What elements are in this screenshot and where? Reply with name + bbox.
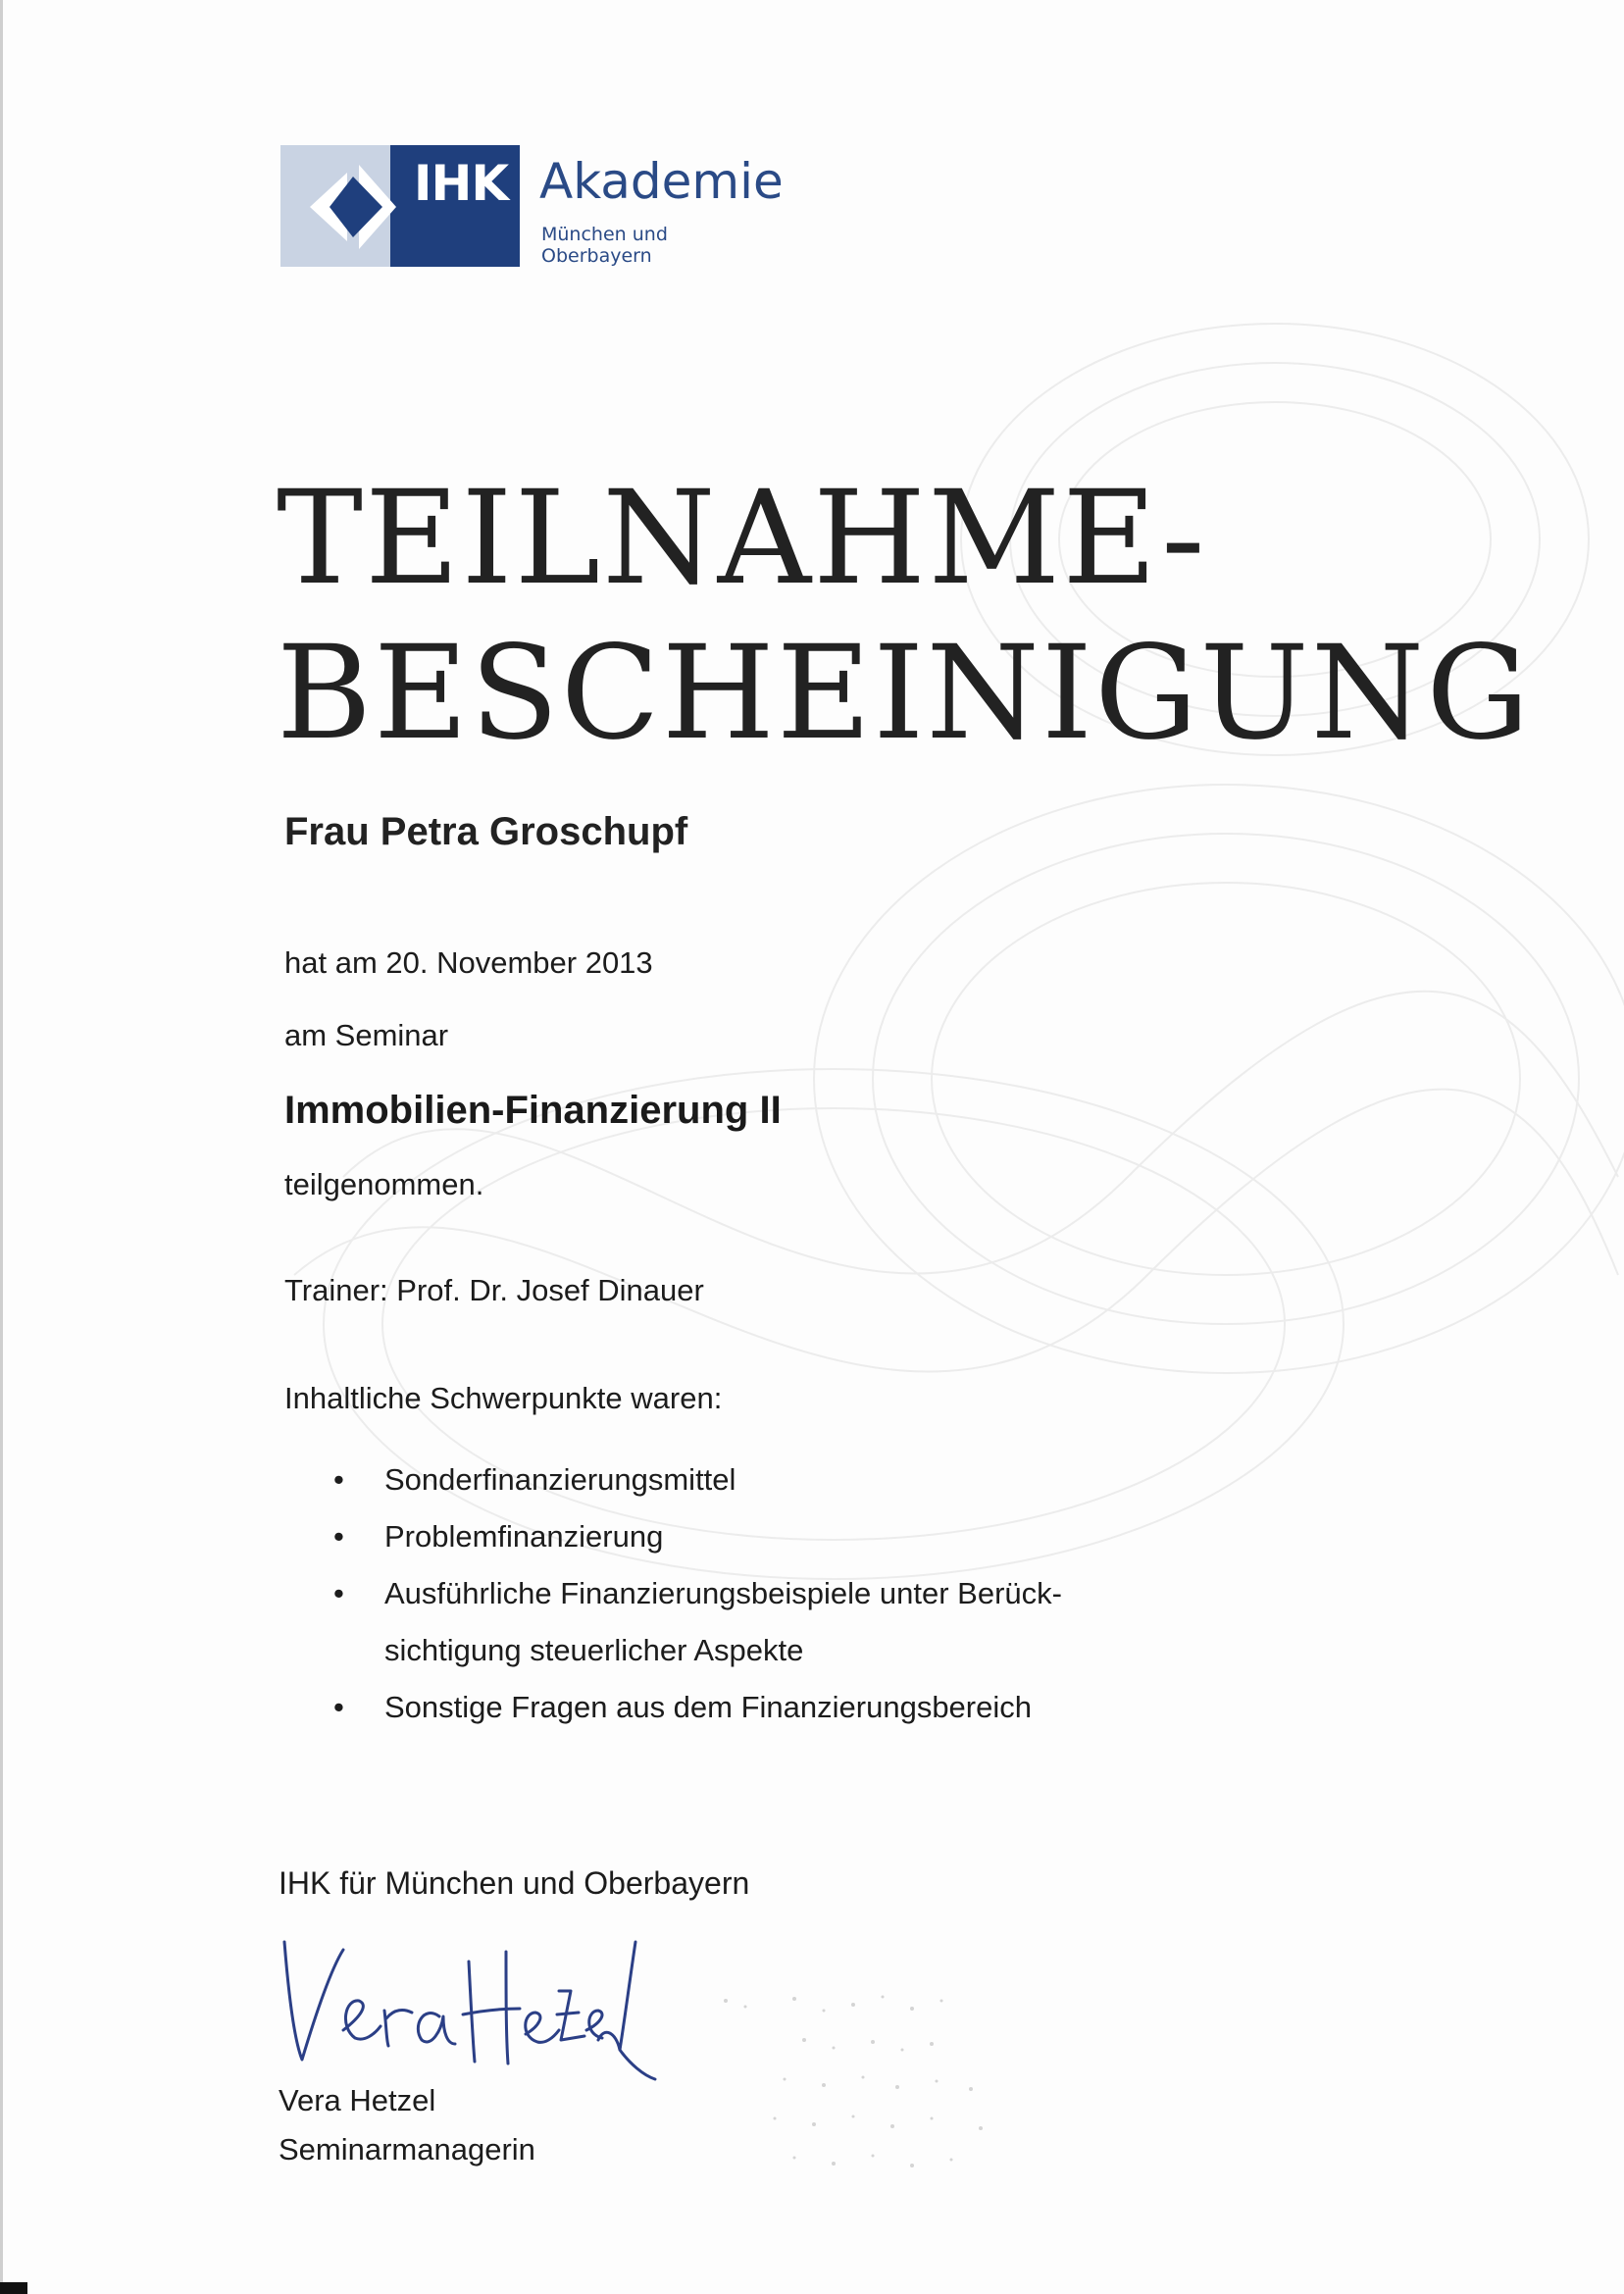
list-item [333,1508,1216,1565]
list-item [333,1679,1216,1736]
certificate-title [277,461,1532,771]
list-item [333,1565,1091,1679]
date-line: hat am 20. November 2013 [284,945,653,980]
bullet: • [333,1576,344,1610]
seminar-intro: am Seminar [284,1018,449,1052]
list-item [333,1452,1216,1508]
bullet: • [333,1690,344,1724]
guilloche-watermark [147,196,1624,1667]
topic-text: Ausführliche Finanzierungsbeispiele unter Berück-sichtigung steuerlicher Aspekte [384,1576,1062,1667]
participated-text: teilgenommen. [284,1167,484,1201]
logo-ihk-text: IHK [413,155,509,212]
title-line-1: TEILNAHME- [277,463,1207,614]
seminar-name: Immobilien-Finanzierung II [284,1089,782,1132]
ihk-akademie-logo [280,145,784,267]
scan-edge [0,0,3,2294]
bullet: • [333,1519,344,1554]
trainer-line: Trainer: Prof. Dr. Josef Dinauer [284,1273,704,1307]
focus-intro: Inhaltliche Schwerpunkte waren: [284,1381,723,1415]
topics-list [333,1452,1216,1736]
logo-diamond-icon [308,163,396,251]
faded-stamp [686,1971,1020,2207]
handwritten-signature [275,1932,667,2089]
scan-corner-mark [0,2282,27,2294]
title-line-2: BESCHEINIGUNG [277,618,1532,769]
signer-role: Seminarmanagerin [279,2132,535,2167]
logo-akademie-text: Akademie [539,153,784,210]
topic-text: Sonderfinanzierungsmittel [384,1462,736,1497]
recipient-name: Frau Petra Groschupf [284,810,688,853]
bullet: • [333,1462,344,1497]
organization-name: IHK für München und Oberbayern [279,1865,750,1901]
topic-text: Sonstige Fragen aus dem Finanzierungsbereich [384,1690,1032,1724]
signer-name: Vera Hetzel [279,2083,436,2117]
topic-text: Problemfinanzierung [384,1519,664,1554]
logo-subtitle: München und Oberbayern [541,224,668,267]
